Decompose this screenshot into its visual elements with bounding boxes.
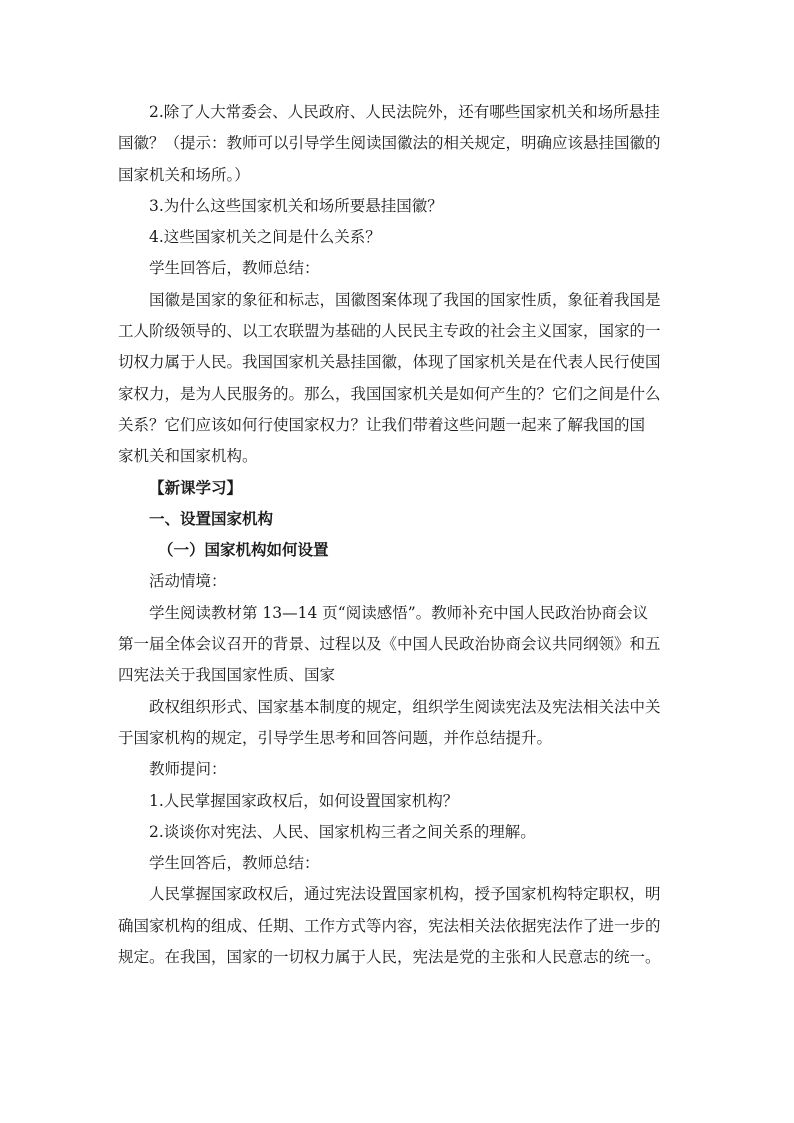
text-line: 确国家机构的组成、任期、工作方式等内容，宪法相关法依据宪法作了进一步的 [118, 916, 661, 935]
text-line: 教师提问： [149, 760, 227, 779]
text-line: 2.除了人大常委会、人民政府、人民法院外，还有哪些国家机关和场所悬挂 [149, 103, 660, 121]
text-line: 学生回答后，教师总结： [149, 854, 320, 873]
text-line: 学生阅读教材第 13—14 页“阅读感悟”。教师补充中国人民政治协商会议 [149, 603, 649, 622]
text-line: 第一届全体会议召开的背景、过程以及《中国人民政治协商会议共同纲领》和五 [118, 635, 661, 654]
text-line: 4.这些国家机关之间是什么关系？ [149, 228, 381, 247]
text-line: 四宪法关于我国国家性质、国家 [118, 666, 336, 685]
text-line: 人民掌握国家政权后，通过宪法设置国家机构，授予国家机构特定职权，明 [149, 885, 661, 904]
text-line: 国家机关和场所。） [118, 165, 250, 184]
text-line: 政权组织形式、国家基本制度的规定，组织学生阅读宪法及宪法相关法中关 [149, 697, 661, 716]
document-body [118, 97, 684, 973]
text-line: 工人阶级领导的、以工农联盟为基础的人民民主专政的社会主义国家，国家的一 [118, 322, 661, 341]
text-line: 家权力，是为人民服务的。那么，我国国家机关是如何产生的？它们之间是什么 [118, 384, 661, 403]
text-line: 规定。在我国，国家的一切权力属于人民，宪法是党的主张和人民意志的统一。 [118, 948, 661, 967]
subsection-heading: （一）国家机构如何设置 [158, 541, 329, 560]
text-line: 国徽是国家的象征和标志，国徽图案体现了我国的国家性质，象征着我国是 [149, 290, 661, 309]
text-line: 3.为什么这些国家机关和场所要悬挂国徽？ [149, 196, 443, 215]
text-line: 学生回答后，教师总结： [149, 259, 320, 278]
text-line: 家机关和国家机构。 [118, 447, 258, 466]
text-line: 国徽？（提示：教师可以引导学生阅读国徽法的相关规定，明确应该悬挂国徽的 [118, 134, 661, 153]
text-line: 于国家机构的规定，引导学生思考和回答问题，并作总结提升。 [118, 728, 553, 747]
text-line: 活动情境： [149, 572, 227, 591]
text-line: 切权力属于人民。我国国家机关悬挂国徽，体现了国家机关是在代表人民行使国 [118, 353, 661, 372]
text-line: 1.人民掌握国家政权后，如何设置国家机构？ [149, 791, 459, 810]
section-heading: 一、设置国家机构 [149, 509, 274, 528]
section-heading: 【新课学习】 [149, 478, 243, 497]
text-line: 2.谈谈你对宪法、人民、国家机构三者之间关系的理解。 [149, 822, 536, 841]
text-line: 关系？它们应该如何行使国家权力？让我们带着这些问题一起来了解我国的国 [118, 415, 646, 434]
